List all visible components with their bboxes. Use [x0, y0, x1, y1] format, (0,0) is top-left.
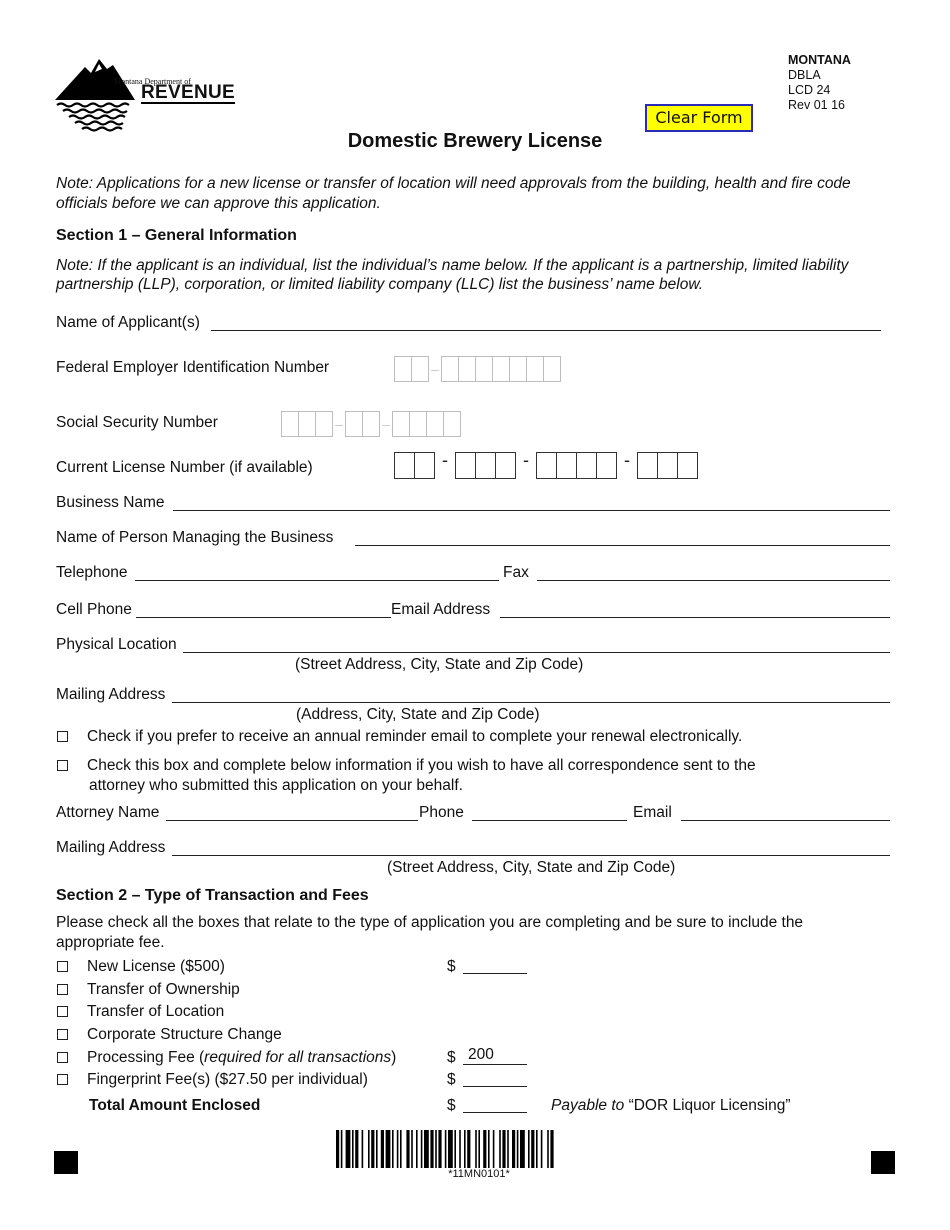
attorney-email-label: Email — [633, 804, 672, 821]
clear-form-button[interactable]: Clear Form — [645, 104, 753, 132]
corporate-change-label: Corporate Structure Change — [87, 1026, 282, 1043]
mailing-address-label: Mailing Address — [56, 686, 166, 703]
physical-location-hint: (Street Address, City, State and Zip Code) — [295, 656, 584, 673]
logo-department-text: Montana Department of — [114, 77, 191, 86]
mailing-address-hint: (Address, City, State and Zip Code) — [296, 706, 540, 723]
mountain-logo-icon — [55, 55, 135, 137]
attorney-text-line1: Check this box and complete below information if you wish to have all correspondence sent to the — [87, 757, 756, 774]
section1-heading: Section 1 – General Information — [56, 227, 297, 244]
applicant-label: Name of Applicant(s) — [56, 314, 200, 331]
attorney-name-input[interactable] — [166, 806, 418, 821]
reminder-checkbox[interactable] — [57, 731, 68, 742]
attorney-phone-label: Phone — [419, 804, 464, 821]
email-label: Email Address — [391, 601, 491, 618]
mailing-address-input[interactable] — [172, 688, 890, 703]
fein-label: Federal Employer Identification Number — [56, 359, 330, 376]
section1-note-line1: Note: If the applicant is an individual, list the individual’s name below. If the applicant is a partnership, limited liability — [56, 257, 849, 274]
business-name-input[interactable] — [173, 496, 890, 511]
fax-label: Fax — [503, 564, 529, 581]
corporate-change-checkbox[interactable] — [57, 1029, 68, 1040]
attorney-mailing-input[interactable] — [172, 841, 890, 856]
form-code: DBLA — [788, 68, 821, 82]
barcode — [336, 1130, 622, 1168]
section2-intro-line1: Please check all the boxes that relate to the type of application you are completing and be sure to include the — [56, 914, 804, 931]
payable-to-value: “DOR Liquor Licensing” — [628, 1097, 791, 1114]
processing-fee-checkbox[interactable] — [57, 1052, 68, 1063]
telephone-input[interactable] — [135, 566, 499, 581]
ssn-input[interactable]: – – — [281, 411, 461, 437]
transfer-location-label: Transfer of Location — [87, 1003, 225, 1020]
cell-phone-input[interactable] — [136, 603, 391, 618]
processing-fee-label — [87, 1049, 396, 1067]
total-amount-input[interactable] — [463, 1098, 527, 1113]
physical-location-input[interactable] — [183, 638, 890, 653]
attorney-phone-input[interactable] — [472, 806, 627, 821]
license-label: Current License Number (if available) — [56, 459, 313, 476]
ssn-label: Social Security Number — [56, 414, 218, 431]
processing-fee-amount-value: 200 — [468, 1046, 494, 1063]
form-title: Domestic Brewery License — [347, 130, 603, 152]
department-logo — [55, 55, 235, 137]
fein-input[interactable]: – — [394, 356, 561, 382]
manager-label: Name of Person Managing the Business — [56, 529, 334, 546]
currency-symbol: $ — [447, 958, 456, 975]
form-revision: Rev 01 16 — [788, 98, 845, 112]
attorney-checkbox[interactable] — [57, 760, 68, 771]
email-input[interactable] — [500, 603, 890, 618]
transfer-location-checkbox[interactable] — [57, 1006, 68, 1017]
payable-to-label: Payable to — [551, 1097, 625, 1114]
cell-phone-label: Cell Phone — [56, 601, 132, 618]
business-name-label: Business Name — [56, 494, 165, 511]
attorney-text-line2: attorney who submitted this application on your behalf. — [89, 777, 463, 794]
currency-symbol: $ — [447, 1071, 456, 1088]
currency-symbol: $ — [447, 1049, 456, 1066]
attorney-email-input[interactable] — [681, 806, 890, 821]
currency-symbol: $ — [447, 1097, 456, 1114]
form-state: MONTANA — [788, 53, 851, 67]
processing-fee-label-end: ) — [391, 1049, 397, 1066]
form-lcd: LCD 24 — [788, 83, 831, 97]
new-license-amount-input[interactable] — [463, 959, 527, 974]
processing-fee-label-note: required for all transactions — [204, 1049, 392, 1066]
attorney-mailing-label: Mailing Address — [56, 839, 166, 856]
fingerprint-fee-label: Fingerprint Fee(s) ($27.50 per individual) — [87, 1071, 368, 1088]
reminder-text: Check if you prefer to receive an annual reminder email to complete your renewal electronically. — [87, 728, 743, 745]
fingerprint-fee-amount-input[interactable] — [463, 1072, 527, 1087]
payable-to-text — [551, 1097, 791, 1115]
license-input[interactable]: - - - — [394, 452, 698, 479]
total-amount-label: Total Amount Enclosed — [89, 1097, 261, 1114]
section2-intro-line2: appropriate fee. — [56, 934, 165, 951]
barcode-text: *11MN0101* — [448, 1168, 510, 1180]
attorney-mailing-hint: (Street Address, City, State and Zip Code) — [387, 859, 676, 876]
physical-location-label: Physical Location — [56, 636, 177, 653]
transfer-ownership-checkbox[interactable] — [57, 984, 68, 995]
section1-note-line2: partnership (LLP), corporation, or limited liability company (LLC) list the business’ name below. — [56, 276, 703, 293]
new-license-checkbox[interactable] — [57, 961, 68, 972]
processing-fee-amount-input[interactable] — [463, 1046, 527, 1065]
section2-heading: Section 2 – Type of Transaction and Fees — [56, 887, 369, 904]
telephone-label: Telephone — [56, 564, 128, 581]
fingerprint-fee-checkbox[interactable] — [57, 1074, 68, 1085]
fax-input[interactable] — [537, 566, 890, 581]
processing-fee-label-start: Processing Fee ( — [87, 1049, 205, 1066]
manager-input[interactable] — [355, 531, 890, 546]
attorney-name-label: Attorney Name — [56, 804, 160, 821]
new-license-label: New License ($500) — [87, 958, 225, 975]
applicant-input[interactable] — [211, 316, 881, 331]
transfer-ownership-label: Transfer of Ownership — [87, 981, 240, 998]
logo-revenue-text: REVENUE — [141, 82, 235, 103]
intro-note: Note: Applications for a new license or transfer of location will need approvals from the building, health and fire code officials before we can approve this application. — [56, 175, 851, 212]
